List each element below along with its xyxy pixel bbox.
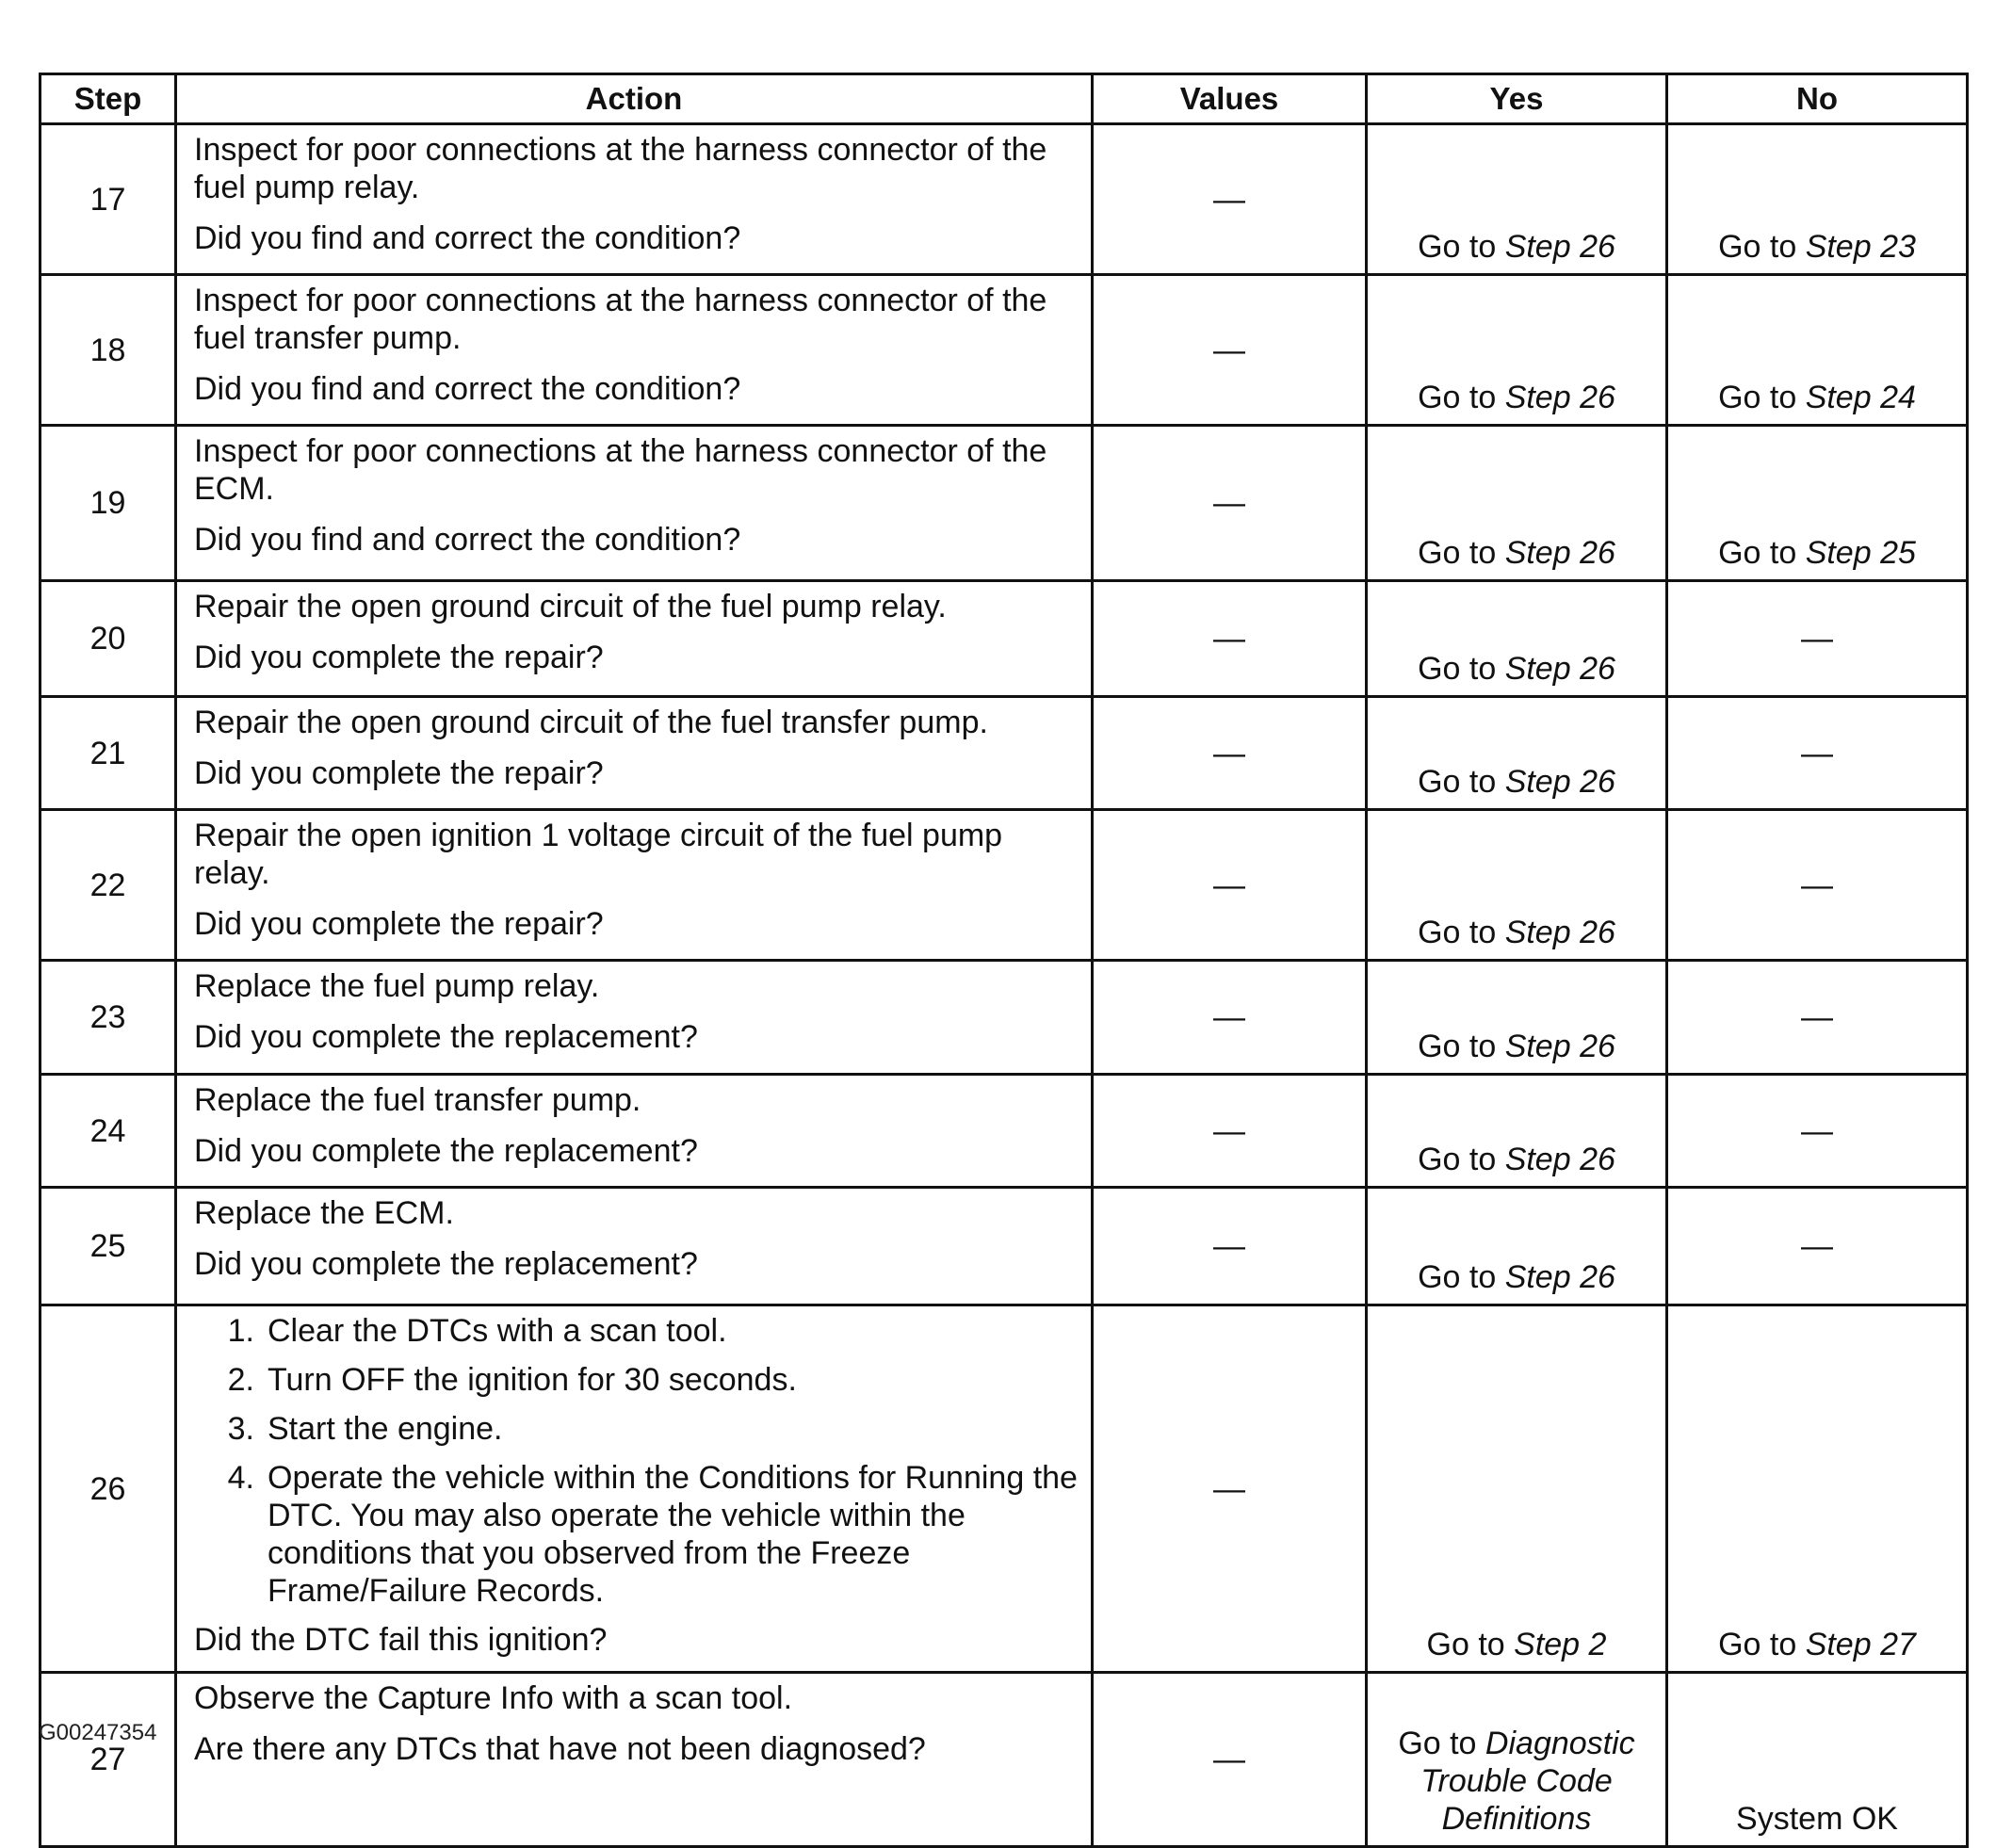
action-question: Did you complete the replacement?	[194, 1246, 698, 1282]
table-row	[41, 810, 1968, 961]
list-item	[194, 1459, 1079, 1610]
no-cell	[1667, 124, 1968, 275]
no-cell	[1667, 1305, 1968, 1673]
step-number: 26	[41, 1305, 176, 1673]
values-cell: —	[1093, 1673, 1367, 1847]
action-instruction: Repair the open ignition 1 voltage circuit of the fuel pump relay.	[194, 818, 1003, 891]
action-instruction: Inspect for poor connections at the harness connector of the ECM.	[194, 433, 1047, 507]
yes-prefix: Go to	[1418, 915, 1505, 950]
no-cell	[1667, 426, 1968, 581]
no-target-link[interactable]: Step 27	[1805, 1627, 1916, 1662]
action-instruction: Inspect for poor connections at the harness connector of the fuel transfer pump.	[194, 283, 1047, 356]
yes-target-link[interactable]: Step 26	[1504, 915, 1615, 950]
header-no: No	[1667, 74, 1968, 124]
action-cell	[176, 961, 1093, 1075]
yes-cell	[1367, 581, 1667, 697]
yes-prefix: Go to	[1418, 1029, 1505, 1064]
action-cell	[176, 1305, 1093, 1673]
yes-target-link[interactable]: Step 26	[1504, 1029, 1615, 1064]
table-row	[41, 581, 1968, 697]
step-number: 20	[41, 581, 176, 697]
action-question: Did you find and correct the condition?	[194, 371, 741, 407]
action-question: Did the DTC fail this ignition?	[194, 1622, 608, 1658]
yes-cell	[1367, 1188, 1667, 1305]
list-item	[194, 1410, 1079, 1448]
yes-target-link[interactable]: Step 26	[1504, 380, 1615, 415]
procedure-list	[194, 1312, 1079, 1610]
values-cell: —	[1093, 426, 1367, 581]
action-cell	[176, 697, 1093, 810]
list-item-text: Clear the DTCs with a scan tool.	[268, 1313, 727, 1349]
step-number: 17	[41, 124, 176, 275]
yes-target-link[interactable]: Step 26	[1504, 229, 1615, 265]
yes-prefix: Go to	[1418, 1142, 1505, 1177]
table-row	[41, 697, 1968, 810]
yes-cell	[1367, 810, 1667, 961]
no-prefix: Go to	[1718, 1627, 1806, 1662]
no-cell	[1667, 275, 1968, 426]
yes-prefix: Go to	[1398, 1726, 1485, 1761]
action-question: Did you complete the replacement?	[194, 1133, 698, 1169]
list-item	[194, 1361, 1079, 1399]
yes-prefix: Go to	[1418, 535, 1505, 571]
yes-target-link[interactable]: Step 26	[1504, 651, 1615, 687]
yes-prefix: Go to	[1418, 764, 1505, 800]
table-row	[41, 1305, 1968, 1673]
no-target-link[interactable]: Step 23	[1805, 229, 1916, 265]
yes-cell	[1367, 697, 1667, 810]
step-number: 25	[41, 1188, 176, 1305]
yes-cell	[1367, 961, 1667, 1075]
no-target-link[interactable]: Step 25	[1805, 535, 1916, 571]
values-cell: —	[1093, 581, 1367, 697]
action-question: Did you find and correct the condition?	[194, 522, 741, 558]
table-row	[41, 124, 1968, 275]
values-cell: —	[1093, 1188, 1367, 1305]
step-number: 18	[41, 275, 176, 426]
header-yes: Yes	[1367, 74, 1667, 124]
action-instruction: Replace the ECM.	[194, 1195, 454, 1231]
no-cell: —	[1667, 581, 1968, 697]
list-item	[194, 1312, 1079, 1350]
table-row	[41, 426, 1968, 581]
diagnostic-table	[39, 73, 1969, 1848]
action-question: Did you complete the repair?	[194, 755, 604, 791]
step-number: 19	[41, 426, 176, 581]
table-row	[41, 1673, 1968, 1847]
action-cell	[176, 1075, 1093, 1188]
no-prefix: Go to	[1718, 535, 1806, 571]
list-item-number: 4.	[227, 1460, 254, 1496]
values-cell: —	[1093, 1075, 1367, 1188]
action-question: Did you complete the repair?	[194, 906, 604, 942]
action-instruction: Repair the open ground circuit of the fuel pump relay.	[194, 589, 947, 624]
no-cell: System OK	[1667, 1673, 1968, 1847]
action-question: Are there any DTCs that have not been diagnosed?	[194, 1731, 926, 1767]
action-instruction: Inspect for poor connections at the harness connector of the fuel pump relay.	[194, 132, 1047, 205]
yes-target-link[interactable]: Step 26	[1504, 535, 1615, 571]
values-cell: —	[1093, 124, 1367, 275]
action-cell	[176, 124, 1093, 275]
action-question: Did you complete the repair?	[194, 640, 604, 675]
values-cell: —	[1093, 961, 1367, 1075]
yes-target-link[interactable]: Step 26	[1504, 1259, 1615, 1295]
action-instruction: Repair the open ground circuit of the fuel transfer pump.	[194, 705, 988, 740]
yes-prefix: Go to	[1418, 651, 1505, 687]
header-values: Values	[1093, 74, 1367, 124]
action-question: Did you complete the replacement?	[194, 1019, 698, 1055]
no-prefix: Go to	[1718, 380, 1806, 415]
action-cell	[176, 810, 1093, 961]
action-instruction: Replace the fuel transfer pump.	[194, 1082, 641, 1118]
no-cell: —	[1667, 810, 1968, 961]
yes-cell	[1367, 275, 1667, 426]
no-cell: —	[1667, 697, 1968, 810]
step-number: 21	[41, 697, 176, 810]
yes-target-link[interactable]: Step 2	[1514, 1627, 1607, 1662]
figure-code: G00247354	[39, 1720, 157, 1745]
table-row	[41, 1075, 1968, 1188]
step-number: 22	[41, 810, 176, 961]
yes-cell	[1367, 1305, 1667, 1673]
step-number: 23	[41, 961, 176, 1075]
no-prefix: Go to	[1718, 229, 1806, 265]
list-item-number: 3.	[227, 1411, 254, 1447]
yes-cell	[1367, 124, 1667, 275]
header-step: Step	[41, 74, 176, 124]
action-cell	[176, 1673, 1093, 1847]
action-cell	[176, 275, 1093, 426]
yes-target-link[interactable]: Step 26	[1504, 764, 1615, 800]
list-item-text: Operate the vehicle within the Conditions for Running the DTC. You may also operate the vehicle within the conditions that you observed from the Freeze Frame/Failure Records.	[268, 1460, 1078, 1609]
header-action: Action	[176, 74, 1093, 124]
table-row	[41, 1188, 1968, 1305]
yes-prefix: Go to	[1426, 1627, 1515, 1662]
header-row	[41, 74, 1968, 124]
yes-prefix: Go to	[1418, 229, 1505, 265]
list-item-number: 2.	[227, 1362, 254, 1398]
yes-prefix: Go to	[1418, 1259, 1505, 1295]
no-cell: —	[1667, 961, 1968, 1075]
no-cell: —	[1667, 1075, 1968, 1188]
step-number: 24	[41, 1075, 176, 1188]
values-cell: —	[1093, 1305, 1367, 1673]
values-cell: —	[1093, 810, 1367, 961]
yes-cell	[1367, 1075, 1667, 1188]
list-item-text: Turn OFF the ignition for 30 seconds.	[268, 1362, 797, 1398]
no-cell: —	[1667, 1188, 1968, 1305]
action-instruction: Replace the fuel pump relay.	[194, 968, 600, 1004]
table-row	[41, 961, 1968, 1075]
yes-prefix: Go to	[1418, 380, 1505, 415]
values-cell: —	[1093, 697, 1367, 810]
yes-cell	[1367, 1673, 1667, 1847]
list-item-number: 1.	[227, 1313, 254, 1349]
action-cell	[176, 426, 1093, 581]
no-target-link[interactable]: Step 24	[1805, 380, 1916, 415]
list-item-text: Start the engine.	[268, 1411, 503, 1447]
action-cell	[176, 1188, 1093, 1305]
yes-cell	[1367, 426, 1667, 581]
action-cell	[176, 581, 1093, 697]
values-cell: —	[1093, 275, 1367, 426]
yes-target-link[interactable]: Step 26	[1504, 1142, 1615, 1177]
table-row	[41, 275, 1968, 426]
step-number: 27	[41, 1673, 176, 1847]
yes-target-link[interactable]: Diagnostic Trouble Code Definitions	[1420, 1726, 1635, 1837]
action-instruction: Observe the Capture Info with a scan tool.	[194, 1680, 793, 1716]
action-question: Did you find and correct the condition?	[194, 220, 741, 256]
